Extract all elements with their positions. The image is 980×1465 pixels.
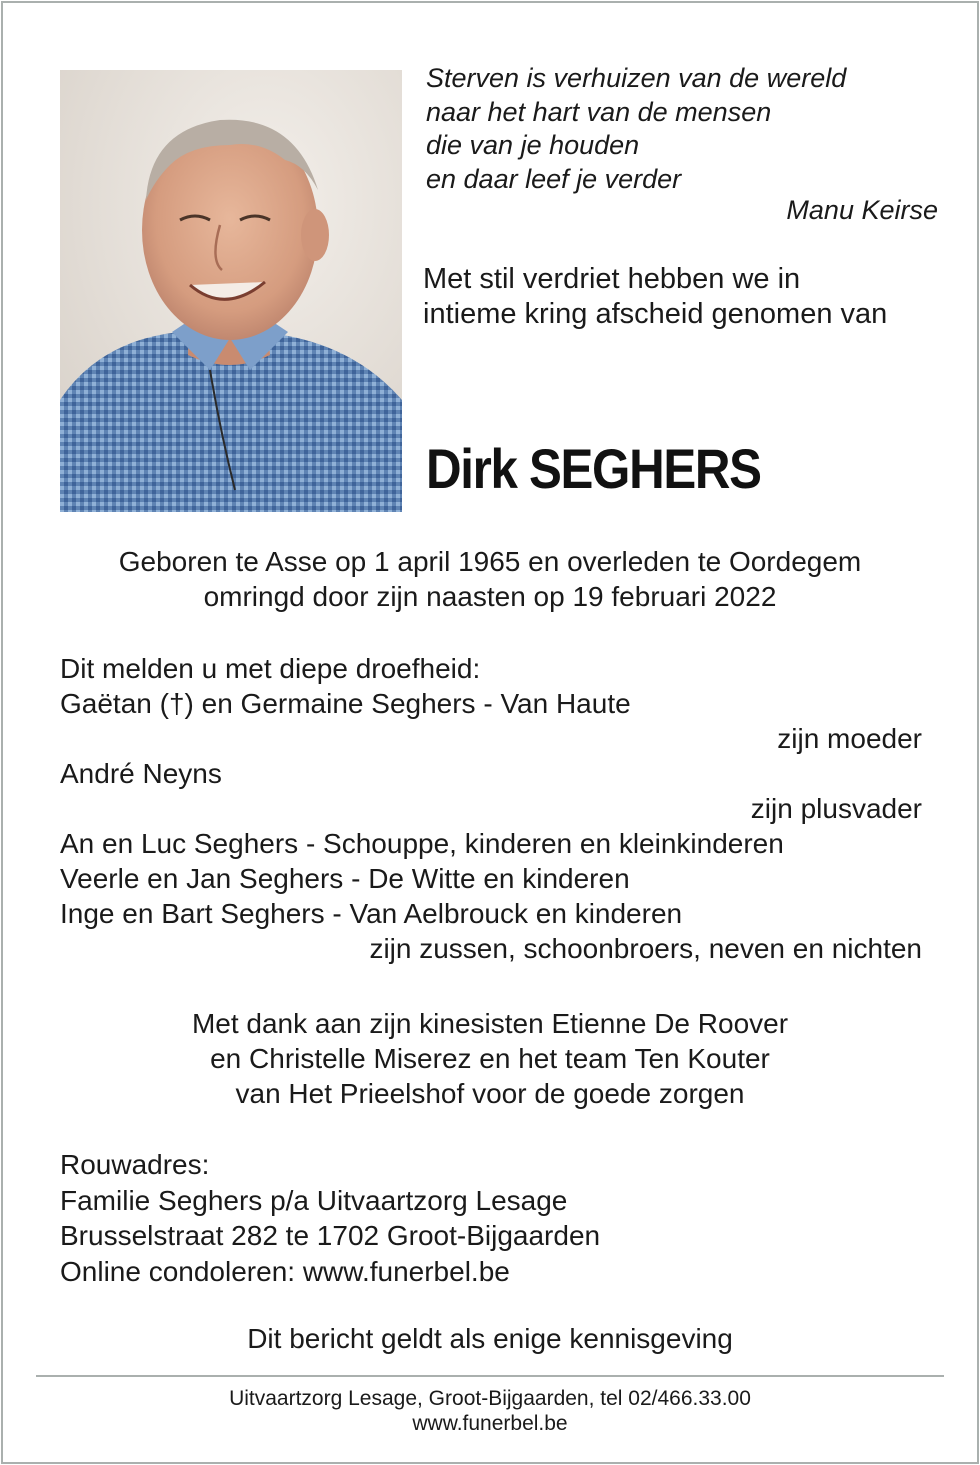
intro-line: Met stil verdriet hebben we in [423,263,801,295]
portrait-photo [60,70,402,512]
footer-divider [36,1375,944,1377]
memorial-quote [426,62,946,225]
mourning-address [60,1147,600,1289]
family-relation: zijn plusvader [750,793,922,824]
quote-line: naar het hart van de mensen [426,96,772,127]
intro-line: intieme kring afscheid genomen van [423,297,888,330]
family-relation: zijn zussen, schoonbroers, neven en nichten [369,933,922,964]
quote-author: Manu Keirse [786,195,938,225]
intro-text [423,262,887,331]
deceased-name: Dirk SEGHERS [426,437,761,500]
family-member: An en Luc Seghers - Schouppe, kinderen en kleinkinderen [60,828,784,859]
family-member: Inge en Bart Seghers - Van Aelbrouck en kinderen [60,898,683,929]
quote-line: Sterven is verhuizen van de wereld [426,63,847,93]
thanks-line: Met dank aan zijn kinesisten Etienne De Roover [191,1008,789,1039]
quote-line: en daar leef je verder [426,163,682,194]
family-member: André Neyns [60,758,222,789]
family-relation: zijn moeder [777,723,922,754]
footer-website-link[interactable]: www.funerbel.be [412,1412,568,1435]
notice-text: Dit bericht geldt als enige kennisgeving [247,1323,733,1354]
family-list [60,651,922,966]
address-line: Familie Seghers p/a Uitvaartzorg Lesage [60,1184,568,1216]
thanks-line: en Christelle Miserez en het team Ten Kouter [210,1043,770,1074]
condolence-link[interactable]: Online condoleren: www.funerbel.be [60,1255,510,1287]
family-heading: Dit melden u met diepe droefheid: [60,653,481,684]
quote-line: die van je houden [426,130,640,160]
footer-company: Uitvaartzorg Lesage, Groot-Bijgaarden, tel 02/466.33.00 [229,1387,751,1410]
address-heading: Rouwadres: [60,1149,210,1180]
address-line: Brusselstraat 282 te 1702 Groot-Bijgaarden [60,1220,601,1251]
thanks-text [0,1006,980,1111]
birth-line: omringd door zijn naasten op 19 februari 2022 [203,580,777,612]
thanks-line: van Het Prieelshof voor de goede zorgen [235,1078,745,1109]
family-member: Veerle en Jan Seghers - De Witte en kinderen [60,863,630,894]
birth-line: Geboren te Asse op 1 april 1965 en overleden te Oordegem [118,546,862,577]
footer [0,1386,980,1436]
portrait-illustration [60,70,402,512]
family-member: Gaëtan (†) en Germaine Seghers - Van Haute [60,688,631,719]
birth-death-info [0,545,980,614]
